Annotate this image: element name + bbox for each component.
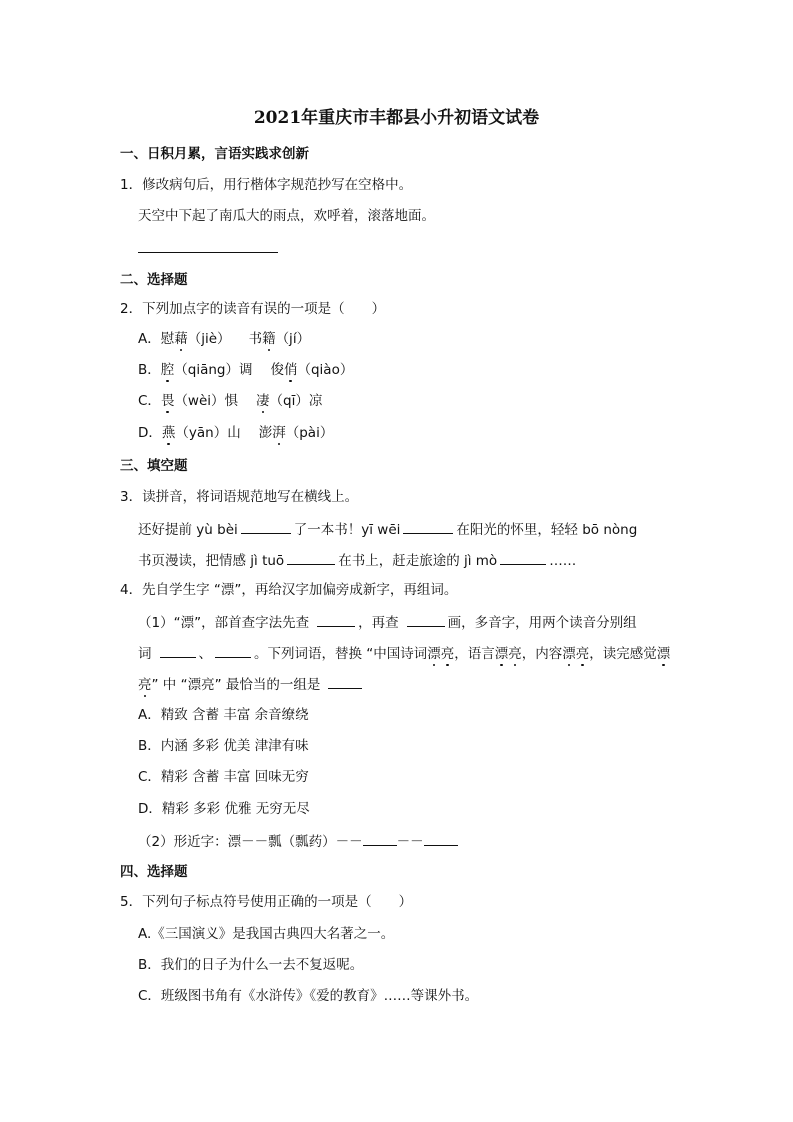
fill-blank[interactable]	[317, 612, 355, 627]
fill-blank[interactable]	[287, 550, 335, 565]
dotted-char: 腔	[160, 362, 175, 378]
question-2-option-a	[138, 330, 310, 348]
option-text: （pài）	[285, 425, 334, 441]
section-heading-2: 二、选择题	[120, 272, 188, 288]
option-text: 俊	[270, 362, 284, 378]
fill-blank[interactable]	[241, 519, 291, 534]
dotted-char: 漂	[494, 646, 509, 662]
option-text: （wèi）惧	[174, 393, 239, 409]
pinyin-text: 了一本书！yī wēi	[293, 522, 401, 538]
option-text: A．慰	[138, 331, 175, 347]
question-2-option-c	[138, 392, 322, 410]
question-4-option-b: B．内涵 多彩 优美 津津有味	[138, 738, 309, 754]
section-heading-3: 三、填空题	[120, 458, 188, 474]
dotted-char: 漂	[427, 646, 441, 662]
pinyin-text: 还好提前 yù bèi	[138, 522, 238, 538]
question-1-sentence: 天空中下起了南瓜大的雨点，欢呼着，滚落地面。	[138, 208, 435, 224]
section-heading-4: 四、选择题	[120, 864, 188, 880]
option-text: （qiào）	[297, 362, 354, 378]
question-text: 、	[198, 646, 212, 662]
fill-blank[interactable]	[160, 643, 196, 658]
question-text: ，内容	[521, 646, 563, 662]
dotted-char: 俏	[283, 362, 298, 378]
dotted-char: 亮	[138, 677, 152, 693]
dotted-char: 漂	[562, 646, 576, 662]
option-text: B．	[138, 362, 161, 378]
option-text: （jí）	[275, 331, 311, 347]
dotted-char: 凄	[256, 393, 270, 409]
question-1-stem: 1．修改病句后，用行楷体字规范抄写在空格中。	[120, 177, 413, 193]
fill-blank[interactable]	[215, 643, 251, 658]
question-text: （1）“漂”，部首查字法先查	[138, 615, 310, 631]
dotted-char: 亮	[440, 646, 455, 662]
option-text: C．	[138, 393, 161, 409]
dotted-char: 燕	[161, 425, 176, 441]
option-text: （yān）山	[175, 425, 241, 441]
option-text: 澎	[258, 425, 273, 441]
question-2-option-b	[138, 361, 353, 379]
dotted-char: 亮	[508, 646, 522, 662]
question-4-part-1-line-a	[138, 612, 637, 632]
dotted-char: 亮	[575, 646, 590, 662]
answer-line	[138, 252, 278, 253]
question-text: 。下列词语，替换 “中国诗词	[254, 646, 428, 662]
option-text: （qiāng）调	[174, 362, 253, 378]
question-5-option-a: A.《三国演义》是我国古典四大名著之一。	[138, 926, 395, 942]
fill-blank[interactable]	[403, 519, 453, 534]
dotted-char: 籍	[262, 331, 276, 347]
question-text: （2）形近字：漂－－瓢（瓢药）－－	[138, 834, 363, 850]
question-5-stem: 5．下列句子标点符号使用正确的一项是（ ）	[120, 894, 413, 910]
option-text: 书	[248, 331, 263, 347]
question-3-line-2	[138, 550, 576, 570]
section-heading-1: 一、日积月累，言语实践求创新	[120, 146, 309, 162]
question-5-option-b: B．我们的日子为什么一去不复返呢。	[138, 957, 364, 973]
question-text: ，读完感觉	[589, 646, 657, 662]
question-text: ” 中 “漂亮” 最恰当的一组是	[151, 677, 321, 693]
question-4-option-c: C．精彩 含蓄 丰富 回味无穷	[138, 769, 309, 785]
question-5-option-c: C．班级图书角有《水浒传》《爱的教育》……等课外书。	[138, 988, 479, 1004]
question-text: ，再查	[358, 615, 399, 631]
question-text: 画，多音字，用两个读音分别组	[447, 615, 637, 631]
fill-blank[interactable]	[500, 550, 546, 565]
dotted-char: 漂	[656, 646, 671, 662]
option-text: （jiè）	[187, 331, 231, 347]
question-3-stem: 3．读拼音，将词语规范地写在横线上。	[120, 489, 359, 505]
question-2-stem: 2．下列加点字的读音有误的一项是（ ）	[120, 301, 386, 317]
fill-blank[interactable]	[328, 674, 362, 689]
question-4-option-d: D．精彩 多彩 优雅 无穷无尽	[138, 801, 310, 817]
question-text: ，语言	[454, 646, 495, 662]
question-text: 词	[138, 646, 152, 662]
fill-blank[interactable]	[424, 831, 458, 846]
option-text: （qī）凉	[269, 393, 323, 409]
question-text: －－	[396, 834, 424, 850]
pinyin-text: 在阳光的怀里，轻轻 bō nòng	[456, 522, 638, 538]
question-4-part-2	[138, 831, 458, 851]
pinyin-text: 在书上，赶走旅途的 jì mò	[338, 553, 498, 569]
question-2-option-d	[138, 424, 333, 442]
pinyin-text: ……	[549, 553, 577, 569]
dotted-char: 湃	[272, 425, 286, 441]
fill-blank[interactable]	[407, 612, 445, 627]
question-4-part-1-line-b	[138, 643, 670, 663]
page-title: 2021年重庆市丰都县小升初语文试卷	[253, 108, 540, 128]
dotted-char: 畏	[160, 393, 175, 409]
question-4-option-a: A．精致 含蓄 丰富 余音缭绕	[138, 707, 309, 723]
question-3-line-1	[138, 519, 637, 539]
pinyin-text: 书页漫读，把情感 jì tuō	[138, 553, 285, 569]
question-4-stem: 4．先自学生字 “漂”，再给汉字加偏旁成新字，再组词。	[120, 582, 458, 598]
dotted-char: 藉	[174, 331, 188, 347]
question-4-part-1-line-c	[138, 674, 365, 694]
fill-blank[interactable]	[363, 831, 397, 846]
option-text: D．	[138, 425, 162, 441]
